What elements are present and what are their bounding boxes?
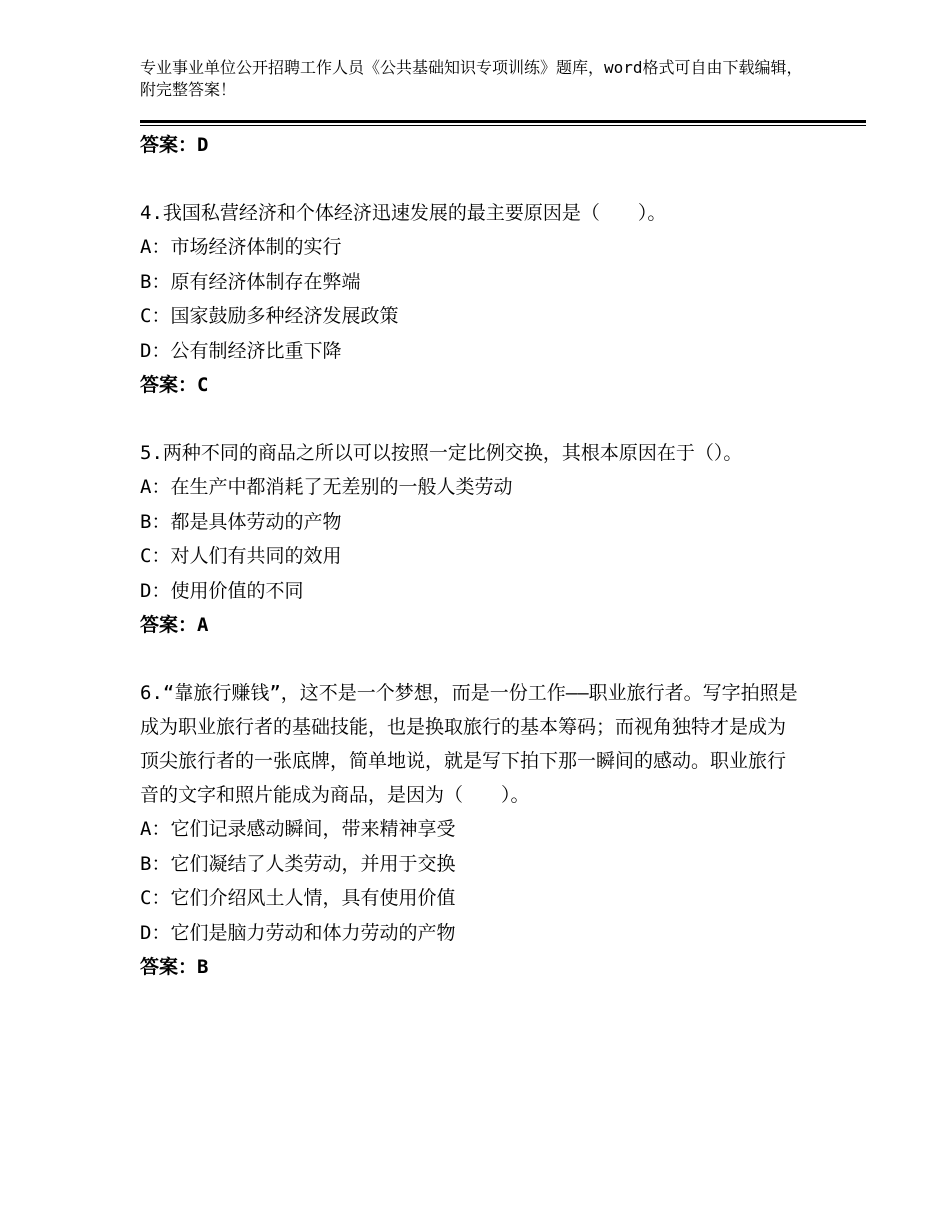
header-rule-thick (140, 120, 866, 123)
option-a: A：市场经济体制的实行 (140, 236, 342, 258)
option-d: D：公有制经济比重下降 (140, 339, 342, 362)
page-header: 专业事业单位公开招聘工作人员《公共基础知识专项训练》题库，word格式可自由下载编辑，附完整答案！ (140, 58, 803, 99)
question-answer: 答案：B (140, 956, 209, 978)
question-stem: 4.我国私营经济和个体经济迅速发展的最主要原因是（ ）。 (140, 202, 667, 224)
question-5 (140, 436, 800, 642)
option-a: A：在生产中都消耗了无差别的一般人类劳动 (140, 476, 513, 498)
option-b: B：它们凝结了人类劳动，并用于交换 (140, 852, 456, 875)
option-b: B：原有经济体制存在弊端 (140, 270, 361, 293)
option-c: C：它们介绍风土人情，具有使用价值 (140, 887, 456, 909)
option-b: B：都是具体劳动的产物 (140, 510, 342, 533)
document-body (140, 128, 800, 984)
question-6 (140, 676, 800, 984)
option-a: A：它们记录感动瞬间，带来精神享受 (140, 818, 456, 840)
option-d: D：使用价值的不同 (140, 579, 304, 602)
option-c: C：对人们有共同的效用 (140, 545, 342, 567)
option-d: D：它们是脑力劳动和体力劳动的产物 (140, 921, 456, 944)
header-rule-thin (140, 125, 866, 126)
previous-answer: 答案：D (140, 134, 209, 156)
question-stem: 6.“靠旅行赚钱”，这不是一个梦想，而是一份工作——职业旅行者。写字拍照是成为职业旅行者的基础技能，也是换取旅行的基本筹码；而视角独特才是成为顶尖旅行者的一张底牌，简单地说，就是写下拍下那一瞬间的感动。职业旅行音的文字和照片能成为商品，是因为（ ）。 (140, 682, 798, 806)
option-c: C：国家鼓励多种经济发展政策 (140, 305, 399, 327)
question-answer: 答案：A (140, 614, 209, 636)
question-4 (140, 196, 800, 402)
question-stem: 5.两种不同的商品之所以可以按照一定比例交换，其根本原因在于（）。 (140, 442, 743, 464)
question-answer: 答案：C (140, 374, 209, 396)
